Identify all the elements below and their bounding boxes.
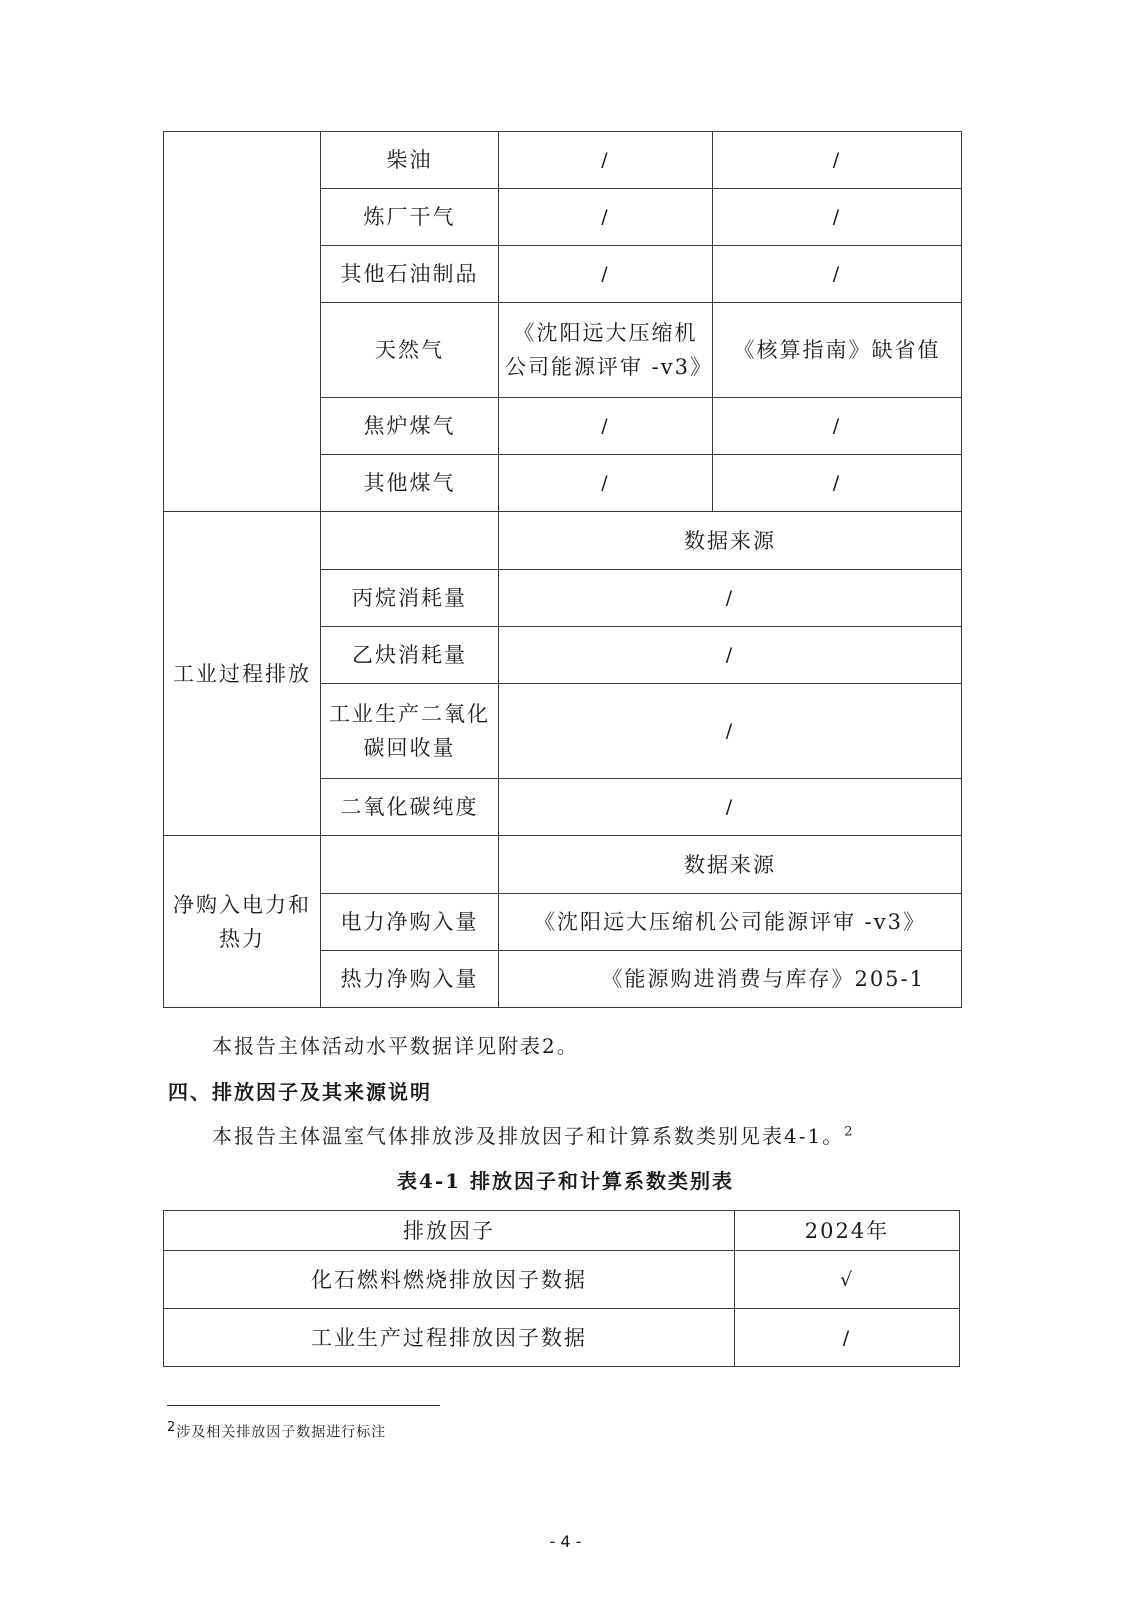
row-label: 二氧化碳纯度 (321, 779, 499, 836)
activity-data-source-table (163, 131, 962, 1008)
source-cell: / (499, 246, 713, 303)
row-label: 其他煤气 (321, 455, 499, 512)
paragraph-emission-factors (212, 1120, 855, 1149)
page-number: - 4 - (549, 1532, 582, 1551)
row-label: 化石燃料燃烧排放因子数据 (164, 1251, 735, 1309)
row-label: 柴油 (321, 132, 499, 189)
row-label: 工业生产二氧化碳回收量 (321, 684, 499, 779)
category-cell-power: 净购入电力和热力 (164, 836, 321, 1008)
source-cell: / (499, 779, 962, 836)
source-cell: / (713, 189, 962, 246)
row-label: 丙烷消耗量 (321, 570, 499, 627)
source-cell: 《核算指南》缺省值 (713, 303, 962, 398)
source-cell: / (499, 132, 713, 189)
source-cell: / (499, 398, 713, 455)
column-header: 2024年 (735, 1211, 960, 1251)
header-cell: 数据来源 (499, 836, 962, 894)
source-cell: / (499, 189, 713, 246)
footnote-text: 涉及相关排放因子数据进行标注 (176, 1424, 387, 1441)
source-cell: / (713, 246, 962, 303)
row-label: 热力净购入量 (321, 951, 499, 1008)
footnote-mark: 2 (844, 1124, 855, 1140)
source-cell: / (499, 570, 962, 627)
paragraph-text: 本报告主体温室气体排放涉及排放因子和计算系数类别见表4-1。 (212, 1124, 845, 1148)
row-label: 焦炉煤气 (321, 398, 499, 455)
source-cell: / (713, 455, 962, 512)
source-cell: / (499, 455, 713, 512)
table-row (164, 132, 962, 189)
table-row (164, 1251, 960, 1309)
source-cell: / (713, 132, 962, 189)
value-cell: / (735, 1309, 960, 1367)
category-cell-industrial: 工业过程排放 (164, 512, 321, 836)
header-cell (321, 836, 499, 894)
table-row (164, 512, 962, 570)
source-cell: / (499, 627, 962, 684)
table-row (164, 836, 962, 894)
source-cell: 《沈阳远大压缩机公司能源评审 -v3》 (499, 894, 962, 951)
row-label: 工业生产过程排放因子数据 (164, 1309, 735, 1367)
category-cell-fuel (164, 132, 321, 512)
footnote (167, 1420, 386, 1442)
table-row (164, 1309, 960, 1367)
row-label: 其他石油制品 (321, 246, 499, 303)
source-cell: 《沈阳远大压缩机公司能源评审 -v3》 (499, 303, 713, 398)
header-cell (321, 512, 499, 570)
section-heading: 四、排放因子及其来源说明 (168, 1080, 432, 1104)
footnote-number: 2 (167, 1420, 177, 1435)
row-label: 炼厂干气 (321, 189, 499, 246)
row-label: 天然气 (321, 303, 499, 398)
source-cell: 《能源购进消费与库存》205-1 (499, 951, 962, 1008)
column-header: 排放因子 (164, 1211, 735, 1251)
source-cell: / (713, 398, 962, 455)
footnote-divider (167, 1405, 440, 1406)
check-cell: √ (735, 1251, 960, 1309)
table-caption: 表4-1 排放因子和计算系数类别表 (396, 1169, 735, 1193)
paragraph-activity-data: 本报告主体活动水平数据详见附表2。 (212, 1034, 579, 1058)
source-cell: / (499, 684, 962, 779)
row-label: 乙炔消耗量 (321, 627, 499, 684)
header-cell: 数据来源 (499, 512, 962, 570)
row-label: 电力净购入量 (321, 894, 499, 951)
emission-factor-table (163, 1210, 960, 1367)
table-header-row (164, 1211, 960, 1251)
